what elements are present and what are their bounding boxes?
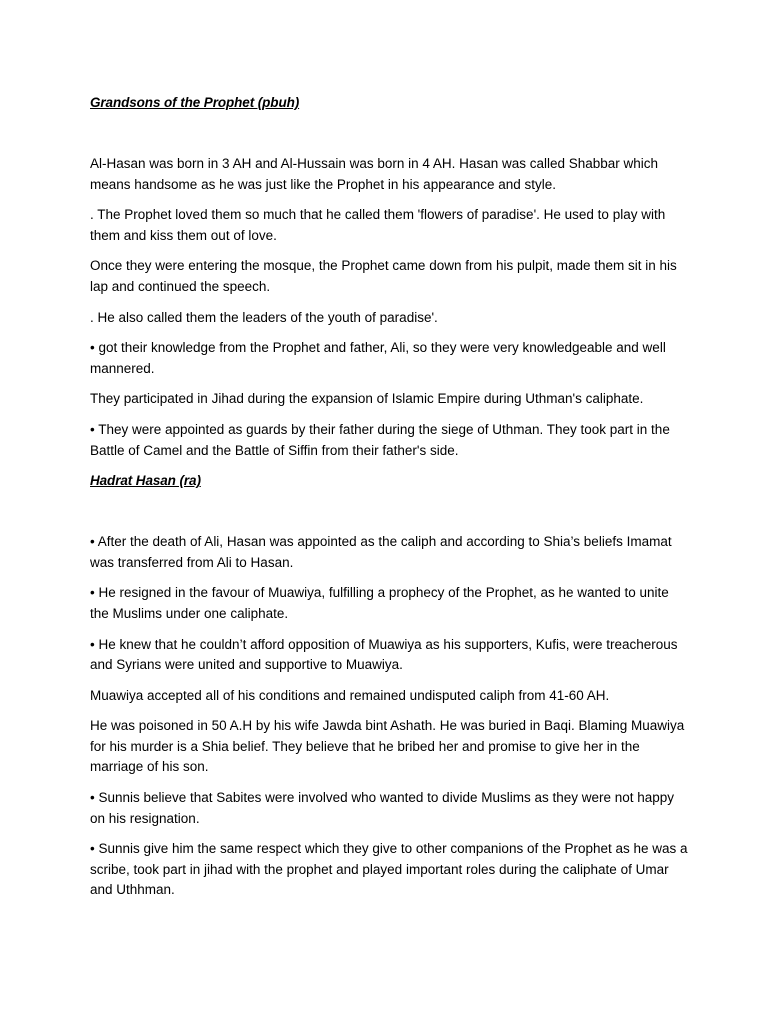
bullet-paragraph: • They were appointed as guards by their father during the siege of Uthman. They took part in the Battle of Camel and the Battle of Siffin from their father's side. [90, 421, 670, 458]
document-page [90, 93, 690, 911]
heading-grandsons: Grandsons of the Prophet (pbuh) [90, 95, 300, 110]
paragraph: They participated in Jihad during the expansion of Islamic Empire during Uthman's caliphate. [90, 391, 644, 407]
bullet-paragraph: • After the death of Ali, Hasan was appointed as the caliph and according to Shia’s beliefs Imamat was transferred from Ali to Hasan. [90, 534, 672, 570]
paragraph: . He also called them the leaders of the youth of paradise'. [90, 309, 438, 325]
bullet-paragraph: • Sunnis believe that Sabites were involved who wanted to divide Muslims as they were not happy on his resignation. [90, 790, 675, 826]
paragraph: Muawiya accepted all of his conditions and remained undisputed caliph from 41-60 AH. [90, 687, 610, 703]
heading-hadrat-hasan: Hadrat Hasan (ra) [90, 473, 201, 489]
paragraph: He was poisoned in 50 A.H by his wife Jawda bint Ashath. He was buried in Baqi. Blaming Muawiya for his murder is a Shia belief. They believe that he bribed her and promise to give her in the marriage of his son. [90, 718, 685, 775]
paragraph: Al-Hasan was born in 3 AH and Al-Hussain was born in 4 AH. Hasan was called Shabbar which means handsome as he was just like the Prophet in his appearance and style. [90, 156, 659, 192]
bullet-paragraph: • got their knowledge from the Prophet and father, Ali, so they were very knowledgeable and well mannered. [90, 340, 666, 376]
bullet-paragraph: • He resigned in the favour of Muawiya, fulfilling a prophecy of the Prophet, as he wanted to unite the Muslims under one caliphate. [90, 585, 669, 621]
bullet-paragraph: • He knew that he couldn’t afford opposition of Muawiya as his supporters, Kufis, were treacherous and Syrians were united and supportive to Muawiya. [90, 636, 678, 673]
bullet-paragraph: • Sunnis give him the same respect which they give to other companions of the Prophet as he was a scribe, took part in jihad with the prophet and played important roles during the caliphate of Umar and Uthhman. [90, 841, 688, 898]
paragraph: Once they were entering the mosque, the Prophet came down from his pulpit, made them sit in his lap and continued the speech. [90, 258, 677, 294]
paragraph: . The Prophet loved them so much that he called them 'flowers of paradise'. He used to play with them and kiss them out of love. [90, 207, 666, 243]
